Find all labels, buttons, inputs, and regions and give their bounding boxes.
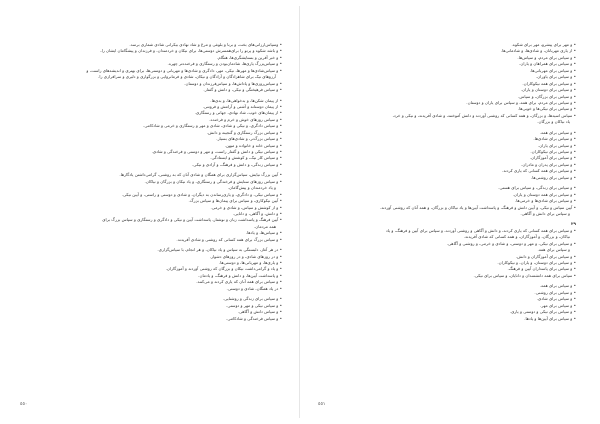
text-line: ٢٩ bbox=[571, 221, 576, 227]
text-line: • و سپاس فرخندگی و شادکامی. bbox=[226, 315, 282, 321]
text-line: • و سپاس بزرگ برای همه کسانی که روشنی و شادی آفریدند. bbox=[176, 236, 282, 242]
text-line: • و سپاس برای نیکی، و مهر و دوستی، و شادی و خرمی، و روشنی و آگاهی. bbox=[446, 240, 576, 246]
text-line: • آیین سپاس و نیکی، و آیین دانش و فرهنگ، و پاسداشت آیین‌ها و یاد نیاکان و بزرگان، و همه آنان که روشنی آوردند. bbox=[379, 204, 576, 210]
text-line: • و سپاس برای آیین‌ها و یادها. bbox=[524, 315, 576, 321]
text-line: • و سپاس برای روشنی. bbox=[534, 289, 576, 295]
text-line: • و سپاس نیکی و دانش و گفتار راست، و مهر و دوستی و فرخندگی و شادی. bbox=[151, 149, 282, 154]
text-line: • و از کوشش و سپاس، و شادی و خرمی. bbox=[210, 204, 282, 210]
text-line: • آیین فرهنگ و پاسداشت زبان و نوشتار، پاسداشت آیین و نیکی و دادگری و رستگاری و سپاس بزرگ برای bbox=[102, 217, 282, 223]
text-line: • در یاد همگان، شادی و دوستی. bbox=[226, 285, 282, 291]
text-line: • و سپاس برای دوستان و یاران. bbox=[520, 87, 576, 93]
text-line: • و سپاس برای پدران و مادران. bbox=[521, 161, 576, 167]
text-line: • و سپاس نیکی و مهر و دوستی. bbox=[226, 302, 282, 308]
text-line: • و سپاس برای همه کسانی که یاری کردند، و دانش و آگاهی و روشنی آوردند، و سپاس برای آیین و فرهنگ، و یاد bbox=[385, 227, 576, 233]
text-line: • و سپاس برای همه کسانی که یاری کردند. bbox=[502, 168, 576, 174]
text-line: • و سپاس خانه و خانواده و میهن. bbox=[224, 142, 282, 148]
text-line: • و سپاس برای مهر. bbox=[540, 302, 576, 308]
right-page-number: ٥٥١ bbox=[318, 402, 326, 407]
text-line: • و سپاس‌شادی‌ها و مهرها، نیکی، مهر، دادگری و شادی‌ها و مهربانی و دوستی‌ها، برای بهتری و اندیشه‌های راست، و bbox=[86, 67, 282, 73]
text-line: • از پیمان شکن‌ها، و بدخواهی‌ها، و بدی‌ها. bbox=[210, 97, 282, 103]
text-line: • و سپاس دانش و آگاهی. bbox=[237, 309, 282, 315]
text-line: • و سپاس برای نیکی و دوستی و یاری. bbox=[509, 309, 576, 315]
text-line: • وسپاس‌ارزانی‌های بخت، و برنا و بلوغی و مرغ و شاد نهادی بیکرانی شادی شماری برسد. bbox=[129, 42, 282, 47]
text-line: • از یاری مهربانان، و شادی‌ها، و شادمانی‌ها. bbox=[500, 48, 576, 54]
text-line: • و پاسداشت آیین‌ها، و دانش و فرهنگ، و یادمان. bbox=[198, 272, 282, 278]
text-line: • در هر آغاز، دلبستگی به سپاس و یاد نیاکان، و هر انجام، با سپاس‌گزاری. bbox=[157, 247, 282, 253]
right-text-column bbox=[318, 42, 576, 322]
text-line: • و سپاس برای شادی‌ها و خرمی‌ها. bbox=[514, 198, 576, 204]
text-line: • و یاد و گرامی‌داشت نیکان و بزرگان که روشنی آوردند و آموزگاران. bbox=[165, 266, 282, 272]
text-line: • و باشد شکوه و پرتو را برای‌همسرش دوستی‌ها، برای نیکان و خردمندان، و فرزندان و پیشگامان ایشان را، bbox=[100, 48, 282, 54]
text-line: • و سپاس برای آموزگاران. bbox=[529, 155, 576, 161]
text-line: • و سپاس برای یاران. bbox=[537, 142, 576, 148]
text-line: • و سپاس برای دوستان، و یاران، و نیکوکاران. bbox=[497, 260, 576, 265]
text-line: • و سپاس‌روزی‌ها و پاداش‌ها، و سپاس‌فرزندان و دوستان. bbox=[184, 80, 282, 86]
text-line: • و سپاس بزرگ رستگاری و گنجینه و دانش. bbox=[206, 129, 282, 135]
text-line: • از پیمان دوستانه و آشتی و آرامش و فروتنی. bbox=[202, 103, 282, 109]
text-line: • و سپاس برای همه نیکوکاران. bbox=[522, 80, 576, 86]
text-line: • و سپاس برای روشنی‌ها. bbox=[531, 174, 576, 180]
text-line: • و سپاس برای همه آنان که یاری کردند و می‌کنند. bbox=[196, 279, 282, 285]
text-line: • و سپاس بزرگ‌تر، و شادی‌های بسیار. bbox=[216, 136, 282, 142]
text-line: • و سپاس کار نیک، و کوشش و ایستادگی. bbox=[210, 155, 282, 161]
text-line: • و سپاس برای یاوران. bbox=[535, 74, 576, 80]
text-line: • آیین بزرگ نیایش، سپاس‌گزاری برای همگان و شادی آنان که به روشنی، گرامی‌داشتن یادگارها. bbox=[119, 172, 282, 178]
text-line: نیاکان، و بزرگان، و آموزگاران، و همه کسانی که شادی آفریدند. bbox=[463, 234, 570, 240]
text-line: و یاد خردمندان و پیش‌گامان. bbox=[227, 185, 276, 191]
text-line: • و سپاس دادگری، و نیکی و شادی، شادی و مهر و رستگاری و خرمی و شادکامی. bbox=[143, 123, 282, 129]
text-line: و سپاس برای دانش و آگاهی. bbox=[520, 210, 570, 216]
text-line: • سپاس برای همه دانشمندان و دانایان، و سپاس برای نیکی. bbox=[473, 272, 576, 278]
text-line: • و سپاس برای مردم، و سپاس‌ها. bbox=[517, 54, 576, 60]
text-line: • و خبر آفرین و بستایشگری‌ها، هنگام. bbox=[216, 54, 282, 60]
text-line: • و سپاس نیکی، و دادگری، و یاری‌رساندن به دیگران، و شادی و دوستی و راستی، و آیین نیکی. bbox=[121, 191, 282, 197]
text-line: • و سپاس برای مهربانی‌ها. bbox=[529, 67, 576, 73]
text-line: • و سپاس برای پاسداران آیین و فرهنگ. bbox=[507, 266, 576, 272]
text-line: • و سپاس برای نیکی‌ها و خوبی‌ها. bbox=[517, 106, 576, 112]
text-line: • و سپاس برای همه دوستان و یاران. bbox=[512, 191, 576, 197]
text-line: • و سپاس برای همراهان و یاران. bbox=[519, 61, 576, 67]
text-line: • و سپاس فرهیختگی و نیکی، و دانش و گفتار. bbox=[203, 87, 282, 93]
left-page-number: ٥٥٠ bbox=[20, 402, 28, 407]
text-line: • و سپاس برای زندگی و روشنایی. bbox=[222, 296, 282, 302]
text-line: • و سپاس برای همه. bbox=[539, 129, 576, 135]
text-line: • و دانش، و آگاهی، و دانایی. bbox=[232, 210, 282, 216]
right-page bbox=[300, 0, 600, 424]
text-line: • و یاری‌ها، و مهربانی‌ها، و دوستی‌ها. bbox=[218, 260, 282, 265]
text-line: • و سپاس برای شادی‌ها. bbox=[533, 136, 576, 142]
text-line: • و سپاس روزهای خوش و خرم و فرخنده. bbox=[209, 116, 282, 122]
text-line: • و سپاس برای آموزگاران و دانش. bbox=[515, 253, 576, 259]
text-line: • و سپاس برای شادی. bbox=[536, 296, 576, 302]
text-line: • و سپاس برای زندگی، و سپاس برای هستی. bbox=[498, 185, 576, 191]
text-line: • و در روزهای شادی، و در روزهای دشوار. bbox=[209, 253, 282, 259]
text-line: • و سپاس برای همه. bbox=[539, 283, 576, 289]
text-line: یاد نیاکان و بزرگان. bbox=[537, 119, 570, 125]
text-line: • و سپاس برای نیکوکاران. bbox=[530, 149, 576, 154]
text-line: • و مهر برای پیشرو، مهر برای شکوه. bbox=[511, 42, 576, 47]
text-line: • و سپاس روزهای ستایش و فرخندگی و رستگاری، و یاد نیکان و بزرگان و نیاکان. bbox=[144, 178, 282, 184]
text-line: • سپاس اسیدها، و بزرگان، و همه کسانی که روشنی آوردند و دانش آموختند، و شادی آفریدند، و نیکی و خرد، bbox=[392, 112, 576, 118]
text-line: و سپاس برای همه. bbox=[537, 247, 570, 253]
text-line: همه مردمان. bbox=[253, 223, 276, 229]
text-line: • و سپاس‌ها، و یادها. bbox=[245, 230, 282, 236]
text-line: • و سپاس برای مردم، برای همه، و سپاس برای یاران و دوستان. bbox=[466, 99, 576, 105]
left-text-column bbox=[24, 42, 282, 322]
text-line: • آیین نیکوکاری، و سپاس برای پیمان‌ها و سپاس بزرگ. bbox=[188, 198, 282, 204]
text-line: • و سپاس زندگی، و دانش و فرهنگ، و آزادی و نیکی. bbox=[191, 161, 282, 167]
text-line: آرزوهای نیک برای شاهزادگان و آزادگان و نیکان، شادی و فرمانروایی و بزرگواری و دلیری و سرافرازی را. bbox=[98, 74, 276, 80]
text-line: • از پیمان‌های خوب، شاد نهادی، جهانی و رستگاری. bbox=[194, 110, 282, 116]
text-line: • و سپاس‌بزرگ یاری‌ها، شادمان‌بودن و رستگاری و فرخنده‌تر چهره. bbox=[167, 61, 282, 67]
text-line: • و سپاس برای بزرگان، و سپاس. bbox=[518, 93, 576, 99]
